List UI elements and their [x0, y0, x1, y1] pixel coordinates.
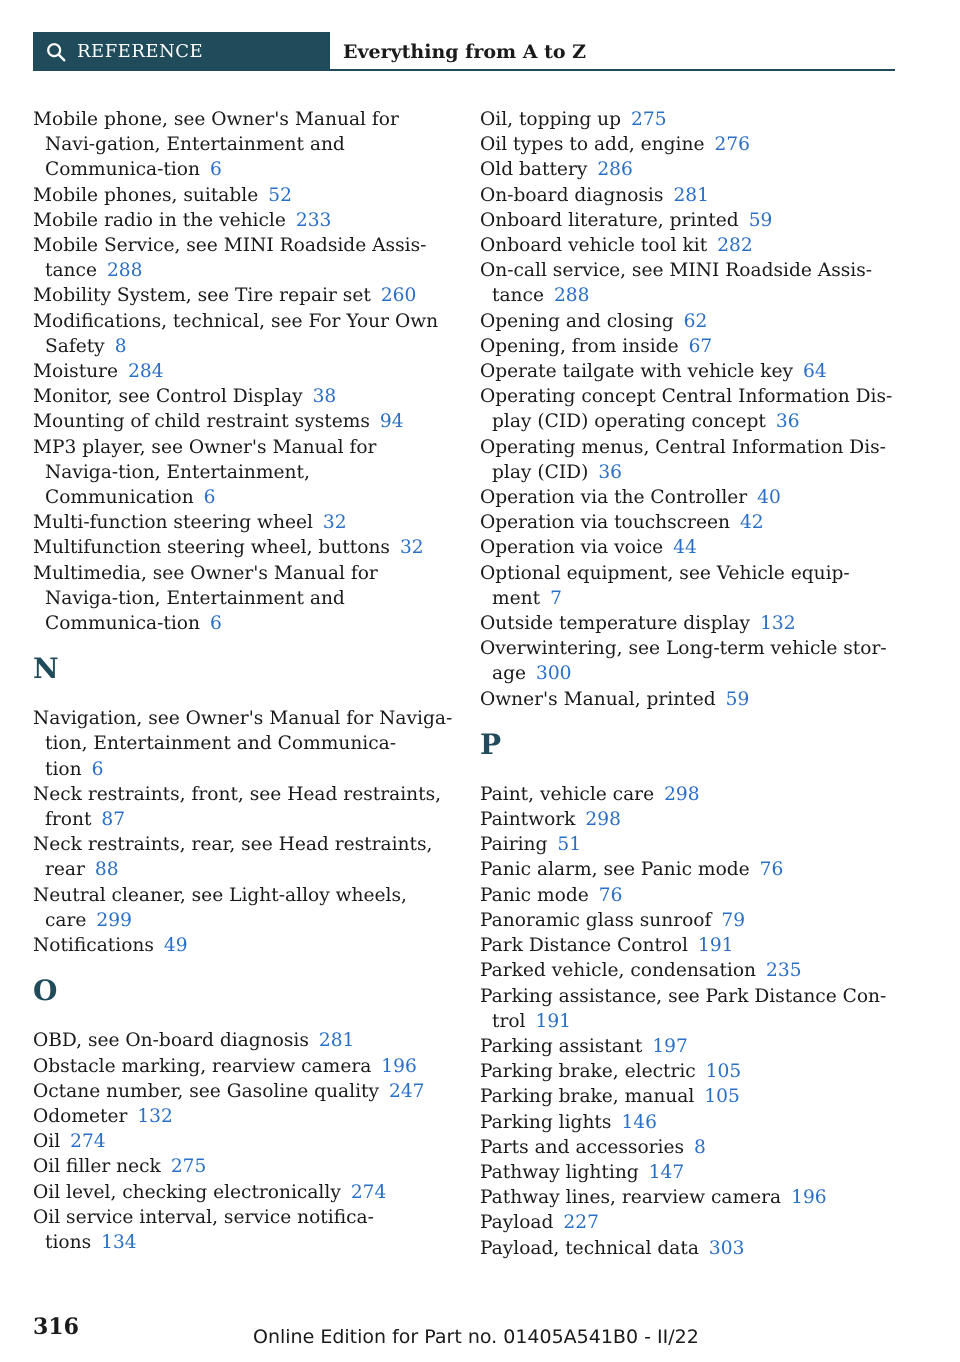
page-link[interactable]: 51 — [557, 834, 582, 856]
index-entry — [33, 510, 453, 535]
page-link[interactable]: 67 — [688, 335, 713, 357]
page-link[interactable]: 233 — [295, 209, 332, 231]
index-entry — [480, 157, 900, 182]
index-entry — [480, 1210, 900, 1235]
index-column-left — [33, 107, 453, 1255]
index-entry-text: Parts and accessories — [480, 1136, 685, 1158]
index-entry-text: Monitor, see Control Display — [33, 386, 303, 408]
index-entry-text: Pathway lighting — [480, 1161, 639, 1183]
page-link[interactable]: 275 — [631, 109, 667, 130]
index-entry-text: Moisture — [33, 361, 119, 383]
page-link[interactable]: 8 — [114, 335, 127, 357]
index-entry — [480, 958, 900, 983]
index-entry-text: Panic mode — [480, 884, 589, 906]
index-entry — [480, 309, 900, 334]
index-entry-text: Obstacle marking, rearview camera — [33, 1055, 372, 1077]
page-link[interactable]: 196 — [381, 1055, 417, 1077]
page-link[interactable]: 62 — [683, 310, 708, 332]
entries-n-list — [33, 706, 453, 958]
page-link[interactable]: 52 — [268, 184, 292, 206]
index-entry — [480, 359, 900, 384]
index-entry — [480, 258, 900, 308]
index-entry-text: Panic alarm, see Panic mode — [480, 859, 750, 881]
index-entry-text: Parking brake, manual — [480, 1086, 695, 1108]
index-column-right — [480, 107, 900, 1261]
page-link[interactable]: 298 — [664, 783, 700, 805]
index-entry — [480, 485, 900, 510]
index-entry — [480, 183, 900, 208]
index-entry — [33, 208, 453, 233]
page-link[interactable]: 196 — [791, 1187, 827, 1209]
index-entry-text: Neutral cleaner, see Light-alloy wheels, care — [33, 884, 407, 931]
index-entry-text: Mobile Service, see MINI Roadside Assis-tance — [33, 235, 427, 282]
page-link[interactable]: 44 — [673, 537, 697, 559]
index-entry — [480, 435, 900, 485]
index-entry-text: Oil, topping up — [480, 109, 622, 130]
index-entry-text: Operating concept Central Information Dis-play (CID) operating concept — [480, 386, 893, 433]
page-link[interactable]: 42 — [739, 512, 764, 534]
page-link[interactable]: 191 — [697, 935, 734, 957]
index-entry-text: Parked vehicle, condensation — [480, 960, 757, 982]
index-entry — [33, 435, 453, 511]
index-entry — [33, 1104, 453, 1129]
page-link[interactable]: 281 — [318, 1030, 355, 1052]
section-letter-p: P — [480, 727, 502, 761]
page-link[interactable]: 274 — [70, 1131, 106, 1153]
index-entry-text: Neck restraints, rear, see Head restraints, rear — [33, 834, 433, 881]
index-entry — [480, 1185, 900, 1210]
page-link[interactable]: 105 — [705, 1061, 742, 1083]
page-link[interactable]: 32 — [399, 537, 424, 559]
entries-o-list — [33, 1028, 453, 1255]
index-entry-text: Notifications — [33, 935, 154, 957]
index-entry-text: Oil level, checking electronically — [33, 1181, 341, 1203]
index-entry-text: Opening and closing — [480, 310, 674, 332]
index-entry-text: On-call service, see MINI Roadside Assis-tance — [480, 260, 873, 307]
index-entry — [480, 510, 900, 535]
page-link[interactable]: 6 — [203, 487, 216, 509]
index-entry — [33, 1180, 453, 1205]
index-entry — [33, 233, 453, 283]
entries-o-continued-list — [480, 107, 900, 712]
page-link[interactable]: 288 — [106, 260, 143, 282]
index-entry — [480, 1084, 900, 1109]
index-entry-text: Mobility System, see Tire repair set — [33, 285, 371, 307]
index-entry — [33, 1054, 453, 1079]
page-link[interactable]: 94 — [379, 411, 404, 433]
index-entry — [480, 832, 900, 857]
index-entry — [480, 857, 900, 882]
index-entry — [33, 309, 453, 359]
index-entry-text: Owner's Manual, printed — [480, 688, 716, 710]
page-link[interactable]: 284 — [128, 361, 164, 383]
page-link[interactable]: 134 — [101, 1231, 137, 1253]
page-link[interactable]: 227 — [563, 1212, 599, 1234]
page-link[interactable]: 32 — [322, 512, 347, 534]
index-entry — [480, 384, 900, 434]
index-entry — [480, 1135, 900, 1160]
index-entry-text: Outside temperature display — [480, 613, 751, 635]
index-entry-text: Neck restraints, front, see Head restraints, front — [33, 783, 442, 831]
page-link[interactable]: 235 — [766, 960, 802, 982]
index-entry-text: Parking assistant — [480, 1035, 643, 1057]
index-entry — [33, 409, 453, 434]
index-entry-text: Mobile radio in the vehicle — [33, 209, 286, 231]
index-entry — [480, 883, 900, 908]
page-link[interactable]: 88 — [94, 859, 119, 881]
page-link[interactable]: 87 — [101, 809, 126, 831]
page-link[interactable]: 300 — [536, 663, 572, 685]
index-entry — [33, 832, 453, 882]
page-link[interactable]: 36 — [598, 461, 623, 483]
index-entry — [33, 359, 453, 384]
page-link[interactable]: 275 — [170, 1156, 207, 1178]
page-link[interactable]: 299 — [96, 909, 132, 931]
index-entry-text: Operation via the Controller — [480, 487, 748, 509]
index-entry-text: Panoramic glass sunroof — [480, 909, 712, 931]
index-entry-text: Mobile phone, see Owner's Manual for Navi-gation, Entertainment and Communica-tion — [33, 109, 399, 181]
index-entry-text: Parking assistance, see Park Distance Con-trol — [480, 985, 887, 1032]
index-entry-text: Multimedia, see Owner's Manual for Naviga-tion, Entertainment and Communica-tion — [33, 562, 378, 635]
index-entry — [480, 1160, 900, 1185]
index-entry-text: Mounting of child restraint systems — [33, 411, 370, 433]
page-link[interactable]: 276 — [714, 134, 750, 156]
index-entry-text: Onboard literature, printed — [480, 209, 739, 231]
page-link[interactable]: 146 — [621, 1111, 657, 1133]
page-link[interactable]: 247 — [389, 1080, 425, 1102]
edition-note: Online Edition for Part no. 01405A541B0 - II/22 — [253, 1326, 699, 1348]
index-entry — [33, 183, 453, 208]
page-link[interactable]: 132 — [760, 613, 796, 635]
index-entry — [480, 611, 900, 636]
index-entry — [480, 561, 900, 611]
index-entry-text: Opening, from inside — [480, 335, 679, 357]
index-entry-text: Parking lights — [480, 1111, 612, 1133]
page-link[interactable]: 191 — [535, 1010, 572, 1032]
index-entry-text: Overwintering, see Long-term vehicle stor-age — [480, 638, 887, 685]
index-entry — [480, 782, 900, 807]
index-entry — [480, 233, 900, 258]
index-entry — [33, 883, 453, 933]
index-entry — [480, 208, 900, 233]
index-entry-text: Old battery — [480, 159, 588, 181]
reference-tab[interactable] — [33, 32, 330, 71]
index-entry — [33, 706, 453, 782]
index-entry — [33, 535, 453, 560]
index-entry — [33, 933, 453, 958]
index-entry-text: Operation via touchscreen — [480, 512, 730, 534]
page-link[interactable]: 274 — [350, 1181, 387, 1203]
page-link[interactable]: 288 — [553, 285, 590, 307]
index-entry — [33, 1079, 453, 1104]
page-link[interactable]: 298 — [585, 809, 621, 831]
index-entry-text: Odometer — [33, 1105, 128, 1127]
index-entry-text: Payload, technical data — [480, 1237, 699, 1259]
index-entry — [480, 1034, 900, 1059]
page-link[interactable]: 38 — [312, 386, 337, 408]
reference-tab-label: REFERENCE — [77, 41, 204, 62]
page-link[interactable]: 6 — [209, 613, 222, 635]
page-link[interactable]: 79 — [721, 909, 746, 931]
section-title: Everything from A to Z — [343, 40, 587, 63]
index-entry-text: Onboard vehicle tool kit — [480, 235, 708, 257]
page-link[interactable]: 281 — [673, 184, 709, 206]
index-entry — [33, 1205, 453, 1255]
page-link[interactable]: 64 — [803, 361, 827, 383]
index-entry-text: Optional equipment, see Vehicle equip-ment — [480, 562, 850, 609]
page-link[interactable]: 286 — [597, 159, 633, 181]
index-entry — [480, 636, 900, 686]
index-entry — [480, 334, 900, 359]
page-link[interactable]: 76 — [759, 859, 784, 881]
index-entry — [480, 107, 900, 132]
header-divider — [330, 69, 895, 71]
index-entry — [33, 1154, 453, 1179]
page-link[interactable]: 132 — [137, 1105, 173, 1127]
index-entry-text: Multifunction steering wheel, buttons — [33, 537, 390, 559]
index-entry — [480, 132, 900, 157]
page-link[interactable]: 40 — [757, 487, 781, 509]
page-link[interactable]: 8 — [694, 1136, 706, 1158]
index-entry — [480, 984, 900, 1034]
index-entry-text: Operate tailgate with vehicle key — [480, 361, 794, 383]
header-bar — [33, 32, 895, 71]
section-letter-o: O — [33, 974, 58, 1008]
index-entry-text: Park Distance Control — [480, 935, 688, 957]
index-entry-text: Oil service interval, service notifica-tions — [33, 1206, 374, 1253]
section-letter-n: N — [33, 652, 59, 686]
entries-m-list — [33, 107, 453, 636]
index-entry-text: Pairing — [480, 834, 548, 856]
index-entry — [480, 1236, 900, 1261]
index-entry — [33, 107, 453, 183]
page-link[interactable]: 36 — [775, 411, 800, 433]
index-entry-text: Oil — [33, 1131, 61, 1153]
index-entry-text: Modifications, technical, see For Your Own Safety — [33, 310, 439, 357]
index-entry-text: Octane number, see Gasoline quality — [33, 1080, 380, 1102]
index-entry-text: Paintwork — [480, 809, 576, 831]
page-link[interactable]: 260 — [380, 285, 417, 307]
page-number: 316 — [33, 1314, 79, 1340]
entries-p-list — [480, 782, 900, 1261]
index-entry — [33, 1028, 453, 1053]
page-link[interactable]: 105 — [704, 1086, 740, 1108]
index-entry — [33, 1129, 453, 1154]
index-entry-text: Payload — [480, 1212, 554, 1234]
index-entry — [33, 561, 453, 637]
index-entry-text: Oil filler neck — [33, 1156, 161, 1178]
search-icon — [45, 41, 67, 63]
index-entry-text: On-board diagnosis — [480, 184, 664, 206]
page-link[interactable]: 6 — [209, 159, 222, 181]
index-entry — [33, 384, 453, 409]
index-entry-text: Parking brake, electric — [480, 1061, 696, 1083]
index-entry-text: Operation via voice — [480, 537, 664, 559]
page-link[interactable]: 147 — [648, 1161, 685, 1183]
index-entry — [33, 782, 453, 832]
index-entry-text: OBD, see On-board diagnosis — [33, 1030, 309, 1052]
index-entry — [480, 535, 900, 560]
index-entry-text: MP3 player, see Owner's Manual for Naviga-tion, Entertainment, Communication — [33, 436, 377, 509]
index-entry-text: Navigation, see Owner's Manual for Naviga-tion, Entertainment and Communica-tion — [33, 708, 453, 780]
index-entry — [480, 908, 900, 933]
page-link[interactable]: 197 — [652, 1035, 688, 1057]
index-entry-text: Multi-function steering wheel — [33, 512, 313, 534]
page-link[interactable]: 59 — [725, 688, 750, 710]
index-entry — [33, 283, 453, 308]
index-entry-text: Operating menus, Central Information Dis-play (CID) — [480, 436, 886, 483]
index-entry-text: Oil types to add, engine — [480, 134, 705, 156]
index-entry — [480, 687, 900, 712]
page-link[interactable]: 6 — [91, 758, 104, 780]
index-entry — [480, 1110, 900, 1135]
index-entry — [480, 1059, 900, 1084]
page-link[interactable]: 303 — [708, 1237, 745, 1259]
page-link[interactable]: 49 — [163, 935, 188, 957]
index-entry-text: Paint, vehicle care — [480, 783, 655, 805]
page-link[interactable]: 7 — [550, 587, 562, 609]
page-link[interactable]: 76 — [598, 884, 623, 906]
index-entry-text: Mobile phones, suitable — [33, 184, 259, 206]
index-entry — [480, 933, 900, 958]
page-link[interactable]: 282 — [717, 235, 753, 257]
index-entry-text: Pathway lines, rearview camera — [480, 1187, 782, 1209]
page-link[interactable]: 59 — [748, 209, 773, 231]
index-entry — [480, 807, 900, 832]
